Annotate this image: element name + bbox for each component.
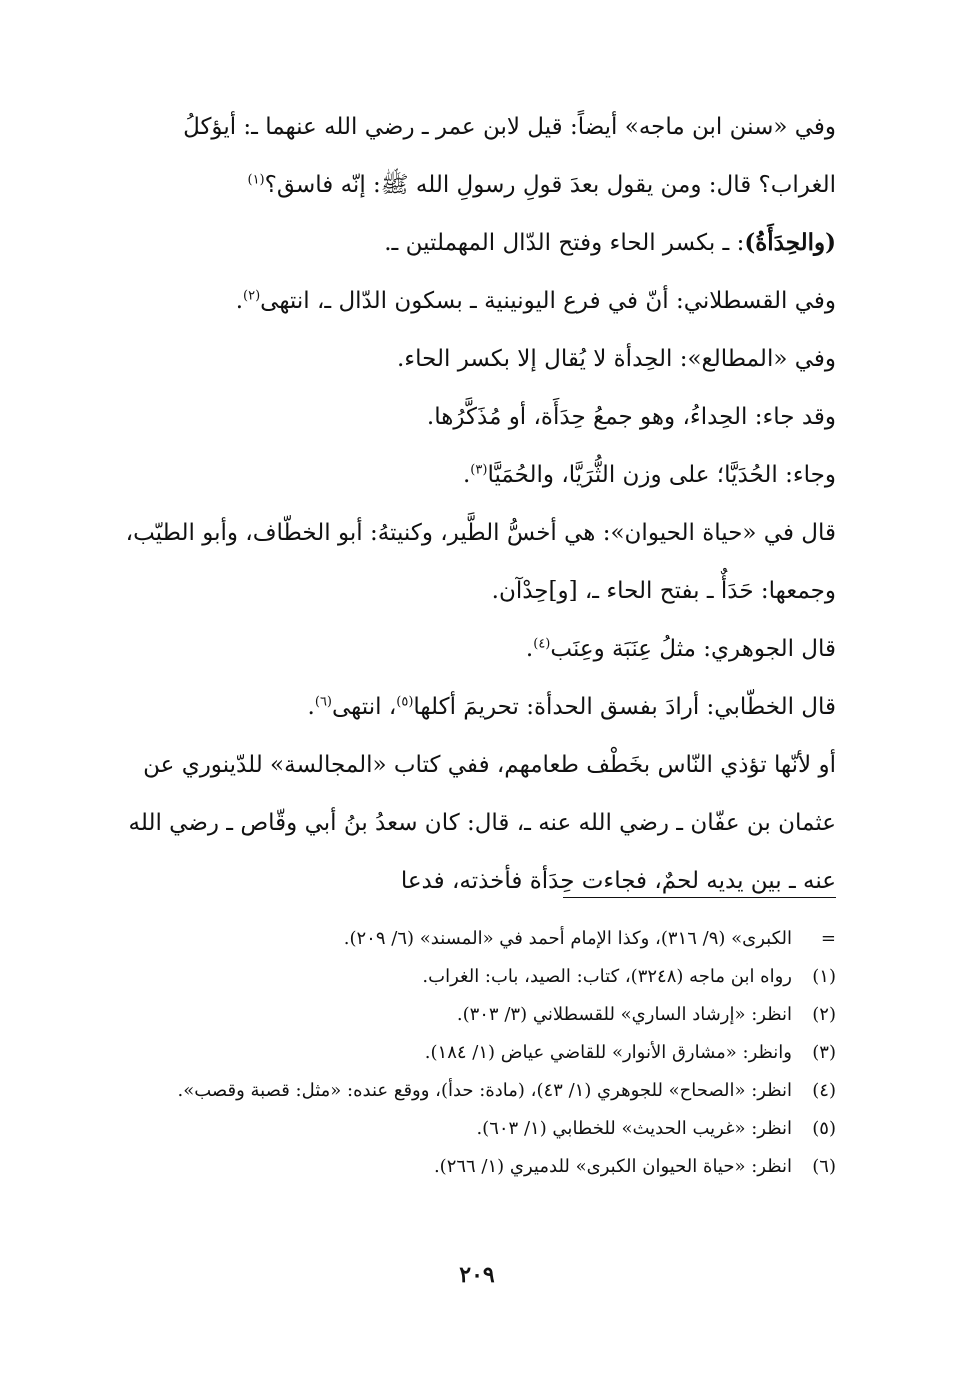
footnote-text: الكبرى» (٩/ ٣١٦)، وكذا الإمام أحمد في «المسند» (٦/ ٢٠٩). <box>343 928 792 949</box>
paragraph-text: . <box>462 462 471 488</box>
paragraph <box>112 272 836 330</box>
paragraph <box>112 388 836 446</box>
footnote-ref[interactable]: (٤) <box>533 636 551 652</box>
paragraph <box>112 504 836 620</box>
paragraph-text: أو لأنّها تؤذي النّاس بخَطْف طعامهم، ففي كتاب «المجالسة» للدّينوري عن عثمان بن عفّان ـ رضي الله عنه ـ، قال: كان سعدُ بنُ أبي وقّاص ـ رضي الله عنه ـ بين يديه لحمٌ، فجاءت حِدَأة فأخذته، فدعا <box>128 752 836 894</box>
paragraph-text: وفي «المطالع»: الحِدأة لا يُقال إلا بكسر الحاء. <box>397 346 836 372</box>
paragraph-text: قال الجوهري: مثلُ عِنَبَة وعِنَب <box>550 636 836 662</box>
footnote-number: (٤) <box>812 1080 836 1101</box>
footnote-ref[interactable]: (٣) <box>470 462 488 478</box>
main-text <box>112 98 836 910</box>
paragraph <box>112 678 836 736</box>
paragraph-text: : ـ بكسر الحاء وفتح الدّال المهملتين ـ. <box>384 230 745 256</box>
footnote <box>112 1110 836 1148</box>
paragraph <box>112 214 836 272</box>
footnote-ref[interactable]: (٥) <box>396 694 414 710</box>
paragraph-text: . <box>525 636 534 662</box>
footnote <box>112 1072 836 1110</box>
footnote-number: (١) <box>812 966 836 987</box>
paragraph-text: وفي القسطلاني: أنّ في فرع اليونينية ـ بسكون الدّال ـ، انتهى <box>260 288 836 314</box>
paragraph-text: . <box>307 694 315 720</box>
paragraph-text: قال في «حياة الحيوان»: هي أخسُّ الطَّير، وكنيتهُ: أبو الخطّاف، وأبو الطيّب، وجمعها: حَدَأٌ ـ بفتح الحاء ـ، [و]حِدْآن. <box>125 520 836 604</box>
footnote <box>112 920 836 958</box>
footnote-number: (٢) <box>812 1004 836 1025</box>
paragraph-text: وفي «سنن ابن ماجه» أيضاً: قيل لابن عمر ـ رضي الله عنهما ـ: أيؤكلُ الغراب؟ قال: ومن يقول بعدَ قولِ رسولِ الله ﷺ: إنّه فاسق؟ <box>183 114 836 198</box>
paragraph-text: . <box>235 288 244 314</box>
footnote <box>112 958 836 996</box>
footnote-text: انظر: «غريب الحديث» للخطابي (١/ ٦٠٣). <box>476 1118 792 1139</box>
footnote-text: رواه ابن ماجه (٣٢٤٨)، كتاب: الصيد، باب: الغراب. <box>422 966 792 987</box>
paragraph-text: ، انتهى <box>332 694 397 720</box>
footnotes <box>112 920 836 1186</box>
paragraph <box>112 330 836 388</box>
footnote <box>112 1034 836 1072</box>
paragraph <box>112 620 836 678</box>
headword: (والحِدَأَةُ) <box>744 229 836 256</box>
footnote-ref[interactable]: (١) <box>247 172 265 188</box>
footnote-text: وانظر: «مشارق الأنوار» للقاضي عياض (١/ ١٨٤). <box>424 1042 792 1063</box>
footnote <box>112 996 836 1034</box>
footnote-ref[interactable]: (٦) <box>314 694 332 710</box>
footnote-number: = <box>820 928 836 949</box>
page-number: ٢٠٩ <box>459 1262 495 1288</box>
footnote-text: انظر: «الصحاح» للجوهري (١/ ٤٣)، (مادة: حدأ)، ووقع عنده: «مثل: قصبة وقصب». <box>177 1080 792 1101</box>
paragraph-text: وقد جاء: الحِداءُ، وهو جمعُ حِدَأَة، أو مُذَكَّرُها. <box>426 404 836 430</box>
paragraph-text: قال الخطّابي: أرادَ بفسق الحدأة: تحريمَ أكلها <box>413 694 836 720</box>
footnote <box>112 1148 836 1186</box>
footnote-separator <box>563 897 836 898</box>
paragraph <box>112 446 836 504</box>
paragraph-text: وجاء: الحُدَيَّا؛ على وزن الثُّرَيَّا، والحُمَيَّا <box>487 462 836 488</box>
footnote-number: (٥) <box>812 1118 836 1139</box>
paragraph <box>112 736 836 910</box>
footnote-ref[interactable]: (٢) <box>243 288 261 304</box>
footnote-number: (٣) <box>812 1042 836 1063</box>
paragraph <box>112 98 836 214</box>
footnote-number: (٦) <box>812 1156 836 1177</box>
footnote-text: انظر: «إرشاد الساري» للقسطلاني (٣/ ٣٠٣). <box>456 1004 792 1025</box>
footnote-text: انظر: «حياة الحيوان الكبرى» للدميري (١/ ٢٦٦). <box>433 1156 792 1177</box>
